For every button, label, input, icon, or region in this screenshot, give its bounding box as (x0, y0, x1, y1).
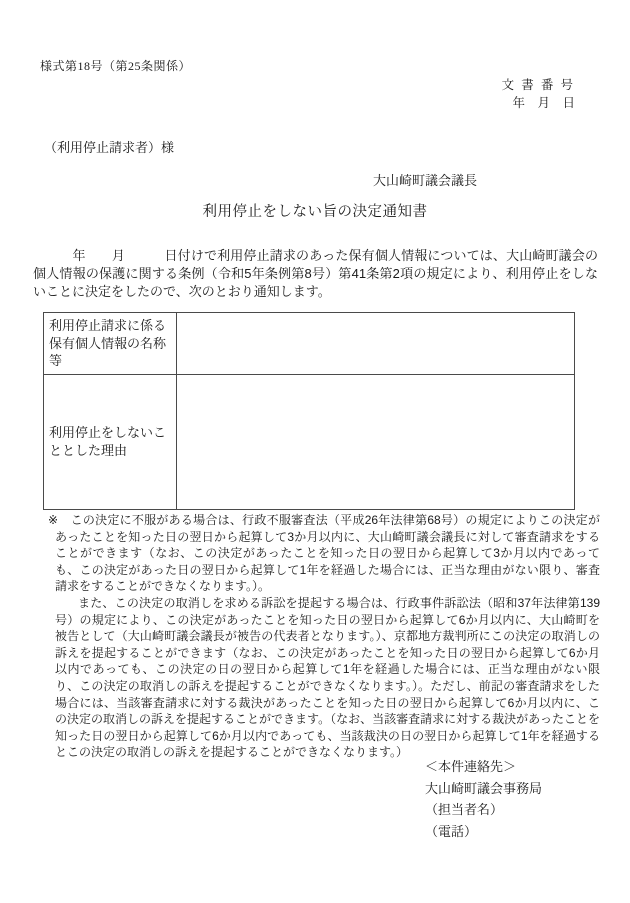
form-number: 様式第18号（第25条関係） (40, 59, 192, 73)
issuer: 大山崎町議会議長 (373, 173, 478, 188)
document-number-block (502, 76, 575, 112)
contact-line-person: （担当者名） (425, 802, 504, 818)
table-row-information-name (44, 313, 575, 375)
contact-line-office: 大山崎町議会事務局 (425, 780, 543, 796)
row-value-information-name (177, 313, 575, 375)
document-number-label: 文 書 番 号 (501, 78, 575, 92)
notes-section (48, 512, 600, 761)
decision-table (43, 312, 575, 510)
contact-line-phone: （電話） (425, 824, 478, 840)
contact-header: ＜本件連絡先＞ (425, 759, 517, 774)
body-paragraph: 年 月 日付けで利用停止請求のあった保有個人情報については、大山崎町議会の個人情報の保護に関する条例（令和5年条例第8号）第41条第2項の規定により、利用停止をしないことに決定をしたので、次のとおり通知します。 (33, 248, 598, 299)
table-row-reason (44, 374, 575, 510)
row-label-information-name: 利用停止請求に係る保有個人情報の名称等 (44, 313, 177, 375)
addressee: （利用停止請求者）様 (44, 140, 175, 155)
date-line: 年 月 日 (512, 96, 575, 110)
row-value-reason (177, 374, 575, 510)
note-paragraph-lawsuit: また、この決定の取消しを求める訴訟を提起する場合は、行政事件訴訟法（昭和37年法律第139号）の規定により、この決定があったことを知った日の翌日から起算して6か月以内に、大山崎町を被告として（大山崎町議会議長が被告の代表者となります。）、京都地方裁判所にこの決定の取消しの訴えを提起することができます（なお、この決定があったことを知った日の翌日から起算して6か月以内であっても、この決定の日の翌日から起算して1年を経過した場合には、正当な理由がない限り、この決定の取消しの訴えを提起することができなくなります。）。ただし、前記の審査請求をした場合には、当該審査請求に対する裁決があったことを知った日の翌日から起算して6か月以内に、この決定の取消しの訴えを提起することができます。（なお、当該審査請求に対する裁決があったことを知った日の翌日から起算して6か月以内であっても、当該裁決の日の翌日から起算して1年を経過するとこの決定の取消しの訴えを提起することができなくなります。） (55, 595, 600, 760)
row-label-reason: 利用停止をしないこととした理由 (44, 374, 177, 510)
contact-block (425, 756, 542, 843)
page-title: 利用停止をしない旨の決定通知書 (202, 204, 428, 220)
note-paragraph-appeal: ※ この決定に不服がある場合は、行政不服審査法（平成26年法律第68号）の規定によりこの決定があったことを知った日の翌日から起算して3か月以内に、大山崎町議会議長に対して審査請求をすることができます（なお、この決定があったことを知った日の翌日から起算して3か月以内であっても、この決定があった日の翌日から起算して1年を経過した場合には、正当な理由がない限り、審査請求をすることができなくなります。）。 (48, 513, 600, 594)
